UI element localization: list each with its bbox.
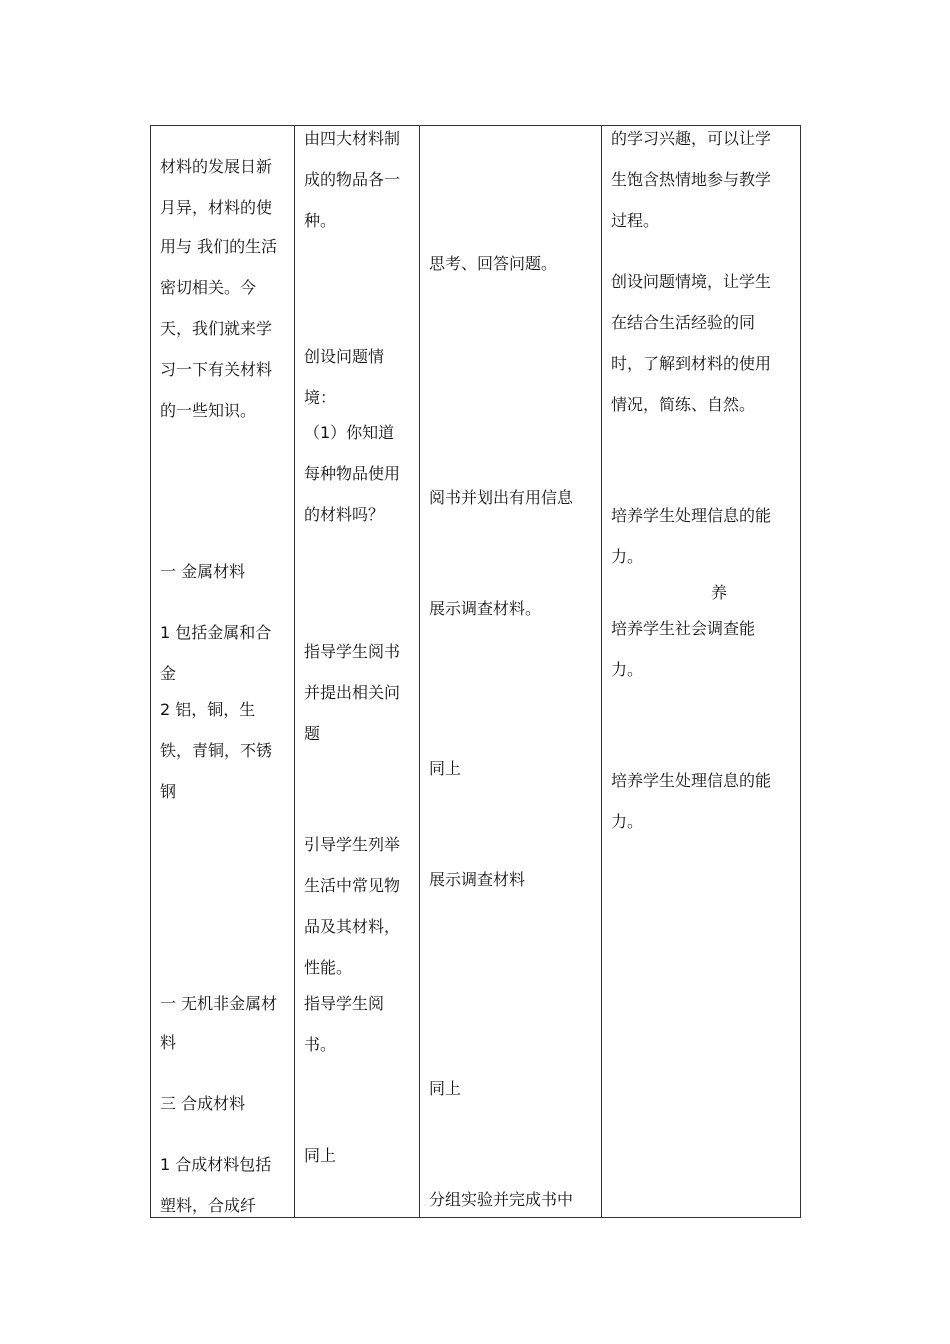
intro-line: 月异，材料的使 xyxy=(160,198,273,217)
inorganic-section-title: 一 无机非金属材 xyxy=(160,994,278,1013)
student-line: 同上 xyxy=(429,1079,462,1098)
teacher-line: 成的物品各一 xyxy=(304,170,401,189)
lesson-table xyxy=(150,125,801,1218)
teacher-line: 性能。 xyxy=(304,958,353,977)
intent-line: 在结合生活经验的同 xyxy=(611,313,756,332)
intro-line: 习一下有关材料 xyxy=(160,360,273,379)
design-intent-column xyxy=(601,126,802,1217)
intent-line: 力。 xyxy=(611,660,644,679)
teacher-line: 指导学生阅书 xyxy=(304,642,401,661)
intro-line: 用与 我们的生活 xyxy=(160,237,278,256)
metal-line: 2 铝，铜，生 xyxy=(160,700,256,719)
student-activity-column xyxy=(419,126,602,1217)
student-line: 分组实验并完成书中 xyxy=(429,1190,574,1209)
teacher-line: 指导学生阅 xyxy=(304,994,385,1013)
synthetic-line: 1 合成材料包括 xyxy=(160,1155,272,1174)
metal-line: 1 包括金属和合 xyxy=(160,623,272,642)
intro-line: 密切相关。今 xyxy=(160,278,257,297)
teacher-line: 种。 xyxy=(304,211,337,230)
metal-line: 金 xyxy=(160,664,177,683)
intent-line: 培养学生处理信息的能 xyxy=(611,771,772,790)
intent-line: 力。 xyxy=(611,812,644,831)
teacher-line: （1）你知道 xyxy=(304,423,395,442)
teacher-line: 并提出相关问 xyxy=(304,683,401,702)
metal-section-title: 一 金属材料 xyxy=(160,562,246,581)
metal-line: 铁，青铜，不锈 xyxy=(160,741,273,760)
student-line: 同上 xyxy=(429,759,462,778)
intent-line: 培养学生社会调查能 xyxy=(611,619,756,638)
teacher-line: 生活中常见物 xyxy=(304,876,401,895)
stray-character: 养 xyxy=(711,583,728,602)
intent-line: 时，了解到材料的使用 xyxy=(611,354,772,373)
student-line: 阅书并划出有用信息 xyxy=(429,488,574,507)
teacher-line: 题 xyxy=(304,724,321,743)
teacher-line: 每种物品使用 xyxy=(304,464,401,483)
student-line: 展示调查材料 xyxy=(429,870,526,889)
teacher-line: 创设问题情 xyxy=(304,347,385,366)
intent-line: 情况，简练、自然。 xyxy=(611,395,756,414)
teacher-line: 由四大材料制 xyxy=(304,129,401,148)
teacher-line: 书。 xyxy=(304,1035,337,1054)
intent-line: 生饱含热情地参与教学 xyxy=(611,170,772,189)
student-line: 思考、回答问题。 xyxy=(429,254,558,273)
teacher-line: 境： xyxy=(304,388,337,407)
metal-line: 钢 xyxy=(160,782,177,801)
teacher-line: 的材料吗？ xyxy=(304,505,385,524)
teacher-line: 品及其材料， xyxy=(304,917,401,936)
synthetic-line: 塑料，合成纤 xyxy=(160,1196,257,1215)
content-column xyxy=(151,126,294,1217)
intent-line: 创设问题情境，让学生 xyxy=(611,272,772,291)
inorganic-section-title: 料 xyxy=(160,1033,177,1052)
student-line: 展示调查材料。 xyxy=(429,599,542,618)
intent-line: 力。 xyxy=(611,547,644,566)
teacher-line: 引导学生列举 xyxy=(304,835,401,854)
teacher-activity-column xyxy=(294,126,420,1217)
intent-line: 过程。 xyxy=(611,211,660,230)
intro-line: 材料的发展日新 xyxy=(160,157,273,176)
intro-line: 的一些知识。 xyxy=(160,401,257,420)
synthetic-section-title: 三 合成材料 xyxy=(160,1094,246,1113)
intro-line: 天，我们就来学 xyxy=(160,319,273,338)
intent-line: 培养学生处理信息的能 xyxy=(611,506,772,525)
teacher-line: 同上 xyxy=(304,1146,337,1165)
intent-line: 的学习兴趣，可以让学 xyxy=(611,129,772,148)
